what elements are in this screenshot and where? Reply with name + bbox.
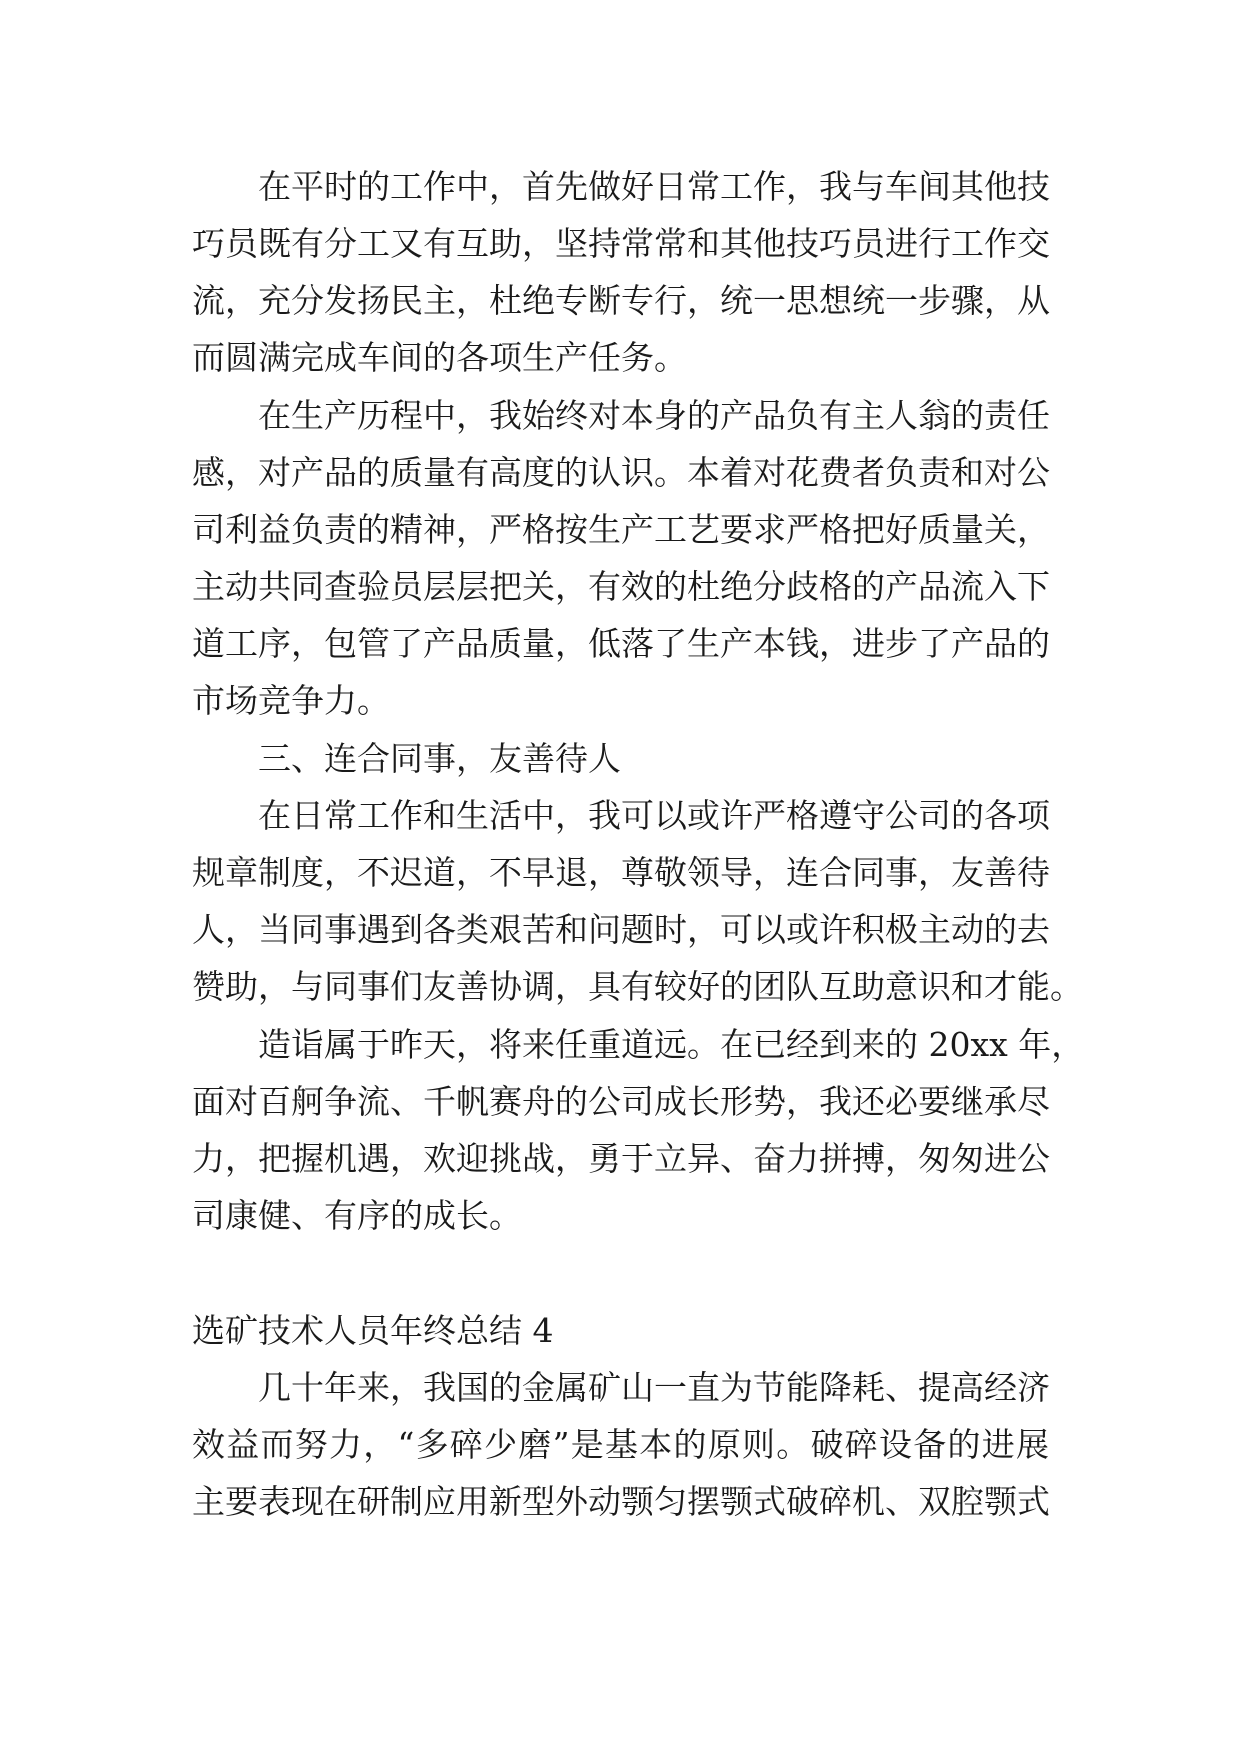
paragraph-line: 流，充分发扬民主，杜绝专断专行，统一思想统一步骤，从 [192, 281, 1050, 320]
paragraph-line: 感，对产品的质量有高度的认识。本着对花费者负责和对公 [192, 453, 1050, 492]
paragraph-line: 规章制度，不迟道，不早退，尊敬领导，连合同事，友善待 [192, 853, 1050, 892]
paragraph-line: 面对百舸争流、千帆赛舟的公司成长形势，我还必要继承尽 [192, 1082, 1050, 1121]
paragraph-line: 人，当同事遇到各类艰苦和问题时，可以或许积极主动的去 [192, 910, 1050, 949]
section-heading: 三、连合同事，友善待人 [258, 739, 621, 778]
paragraph-line: 在日常工作和生活中，我可以或许严格遵守公司的各项 [258, 796, 1050, 835]
paragraph-line: 市场竞争力。 [192, 681, 390, 720]
paragraph-line: 赞助，与同事们友善协调，具有较好的团队互助意识和才能。 [192, 967, 1083, 1006]
paragraph-line: 在平时的工作中，首先做好日常工作，我与车间其他技 [258, 167, 1050, 206]
paragraph-line: 在生产历程中，我始终对本身的产品负有主人翁的责任 [258, 396, 1050, 435]
paragraph-line: 道工序，包管了产品质量，低落了生产本钱，进步了产品的 [192, 624, 1050, 663]
document-title: 选矿技术人员年终总结 4 [192, 1311, 554, 1350]
paragraph-line: 效益而努力，“多碎少磨”是基本的原则。破碎设备的进展 [192, 1425, 1049, 1464]
paragraph-line: 司利益负责的精神，严格按生产工艺要求严格把好质量关， [192, 510, 1050, 549]
paragraph-line: 主动共同查验员层层把关，有效的杜绝分歧格的产品流入下 [192, 567, 1050, 606]
paragraph-line: 司康健、有序的成长。 [192, 1196, 522, 1235]
paragraph-line: 主要表现在研制应用新型外动颚匀摆颚式破碎机、双腔颚式 [192, 1482, 1050, 1521]
paragraph-line: 力，把握机遇，欢迎挑战，勇于立异、奋力拼搏，匆匆进公 [192, 1139, 1050, 1178]
paragraph-line: 而圆满完成车间的各项生产任务。 [192, 338, 687, 377]
paragraph-line: 造诣属于昨天，将来任重道远。在已经到来的 20xx 年， [258, 1025, 1085, 1064]
paragraph-line: 巧员既有分工又有互助，坚持常常和其他技巧员进行工作交 [192, 224, 1050, 263]
paragraph-line: 几十年来，我国的金属矿山一直为节能降耗、提高经济 [258, 1368, 1050, 1407]
